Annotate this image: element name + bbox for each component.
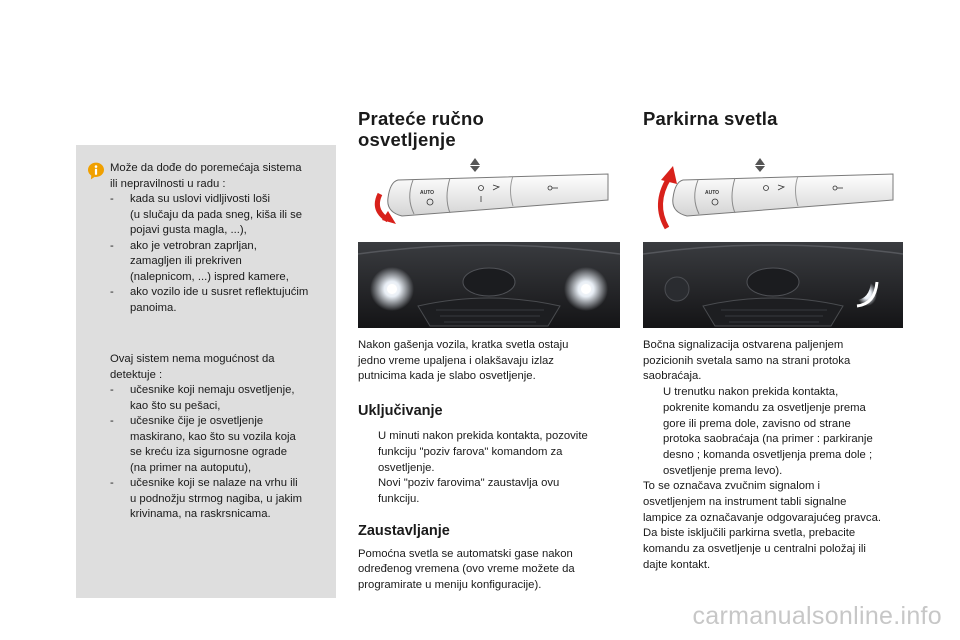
bullet-marker [358, 476, 378, 507]
light-stalk-parking-image [643, 158, 903, 328]
note-limitation: - učesnike koji se nalaze na vrhu ili u podnožju strmog nagiba, u jakim krivinama, na raskrsnicama. [110, 477, 303, 520]
auto-label: AUTO [705, 190, 720, 196]
follow-me-description: Nakon gašenja vozila, kratka svetla ostaju jedno vreme upaljena i olakšavaju izlaz putnicima kada je slabo osvetljenje. [358, 339, 569, 383]
note-condition: - kada su uslovi vidljivosti loši (u slučaju da pada sneg, kiša ili se pojavi gusta magla, ...), [110, 193, 303, 236]
parking-content [643, 338, 918, 574]
note-limitation: - učesnike čije je osvetljenje maskirano, kao što su vozila koja se kreću iza sigurnosne ograde (na primer na autoputu), [110, 415, 296, 474]
note-condition: - ako vozilo ide u susret reflektujućim panoima. [110, 286, 309, 314]
parking-description: Bočna signalizacija ostvarena paljenjem pozicionih svetala samo na strani protoka saobraćaja. [643, 339, 851, 383]
light-stalk-follow-me-image [358, 158, 620, 328]
info-icon [87, 162, 105, 180]
switch-off-text: Pomoćna svetla se automatski gase nakon određenog vremena (ovo vreme možete da programirate u meniju konfiguracije). [358, 547, 575, 592]
switch-on-title: Uključivanje [358, 403, 443, 420]
note-condition: - ako je vetrobran zaprljan, zamagljen ili prekriven (nalepnicom, ...) ispred kamere, [110, 239, 289, 283]
bullet-marker [643, 385, 663, 479]
parking-title: Parkirna svetla [643, 108, 778, 129]
info-note-box [76, 145, 336, 598]
auto-label: AUTO [420, 190, 435, 196]
note-intro-1: Može da dođe do poremećaja sistema [110, 162, 302, 174]
follow-me-content [358, 338, 620, 594]
parking-title-block [643, 108, 908, 129]
parking-step: U trenutku nakon prekida kontakta, pokrenite komandu za osvetljenje prema gore ili prema dole, zavisno od strane protoka saobraćaja (na primer : parkiranje desno ; komanda osvetljenja prema dole ; osvetljenje prema levo). [643, 385, 918, 479]
follow-me-title-block [358, 108, 620, 150]
bullet-marker [358, 429, 378, 476]
switch-off-title: Zaustavljanje [358, 522, 450, 539]
note-intro2-2: detektuje : [110, 368, 163, 381]
note-limitation: - učesnike koji nemaju osvetljenje, kao što su pešaci, [110, 384, 295, 412]
follow-me-illustration [358, 158, 620, 328]
parking-after-text: To se označava zvučnim signalom i osvetljenjem na instrument tabli signalne lampice za označavanje odgovarajućeg pravca. Da biste isključili parkirna svetla, prebacite komandu za osvetljenje u centralni položaj ili dajte kontakt. [643, 480, 882, 571]
watermark: carmanualsonline.info [692, 602, 942, 630]
switch-on-step: Novi "poziv farovima" zaustavlja ovu funkciju. [358, 476, 620, 507]
follow-me-title: Prateće ručno osvetljenje [358, 108, 484, 150]
switch-on-step: U minuti nakon prekida kontakta, pozovite funkciju "poziv farova" komandom za osvetljenje. [358, 429, 620, 476]
note-intro-2: ili nepravilnosti u radu : [110, 177, 226, 190]
note-intro2-1: Ovaj sistem nema mogućnost da [110, 353, 275, 365]
parking-illustration [643, 158, 903, 328]
